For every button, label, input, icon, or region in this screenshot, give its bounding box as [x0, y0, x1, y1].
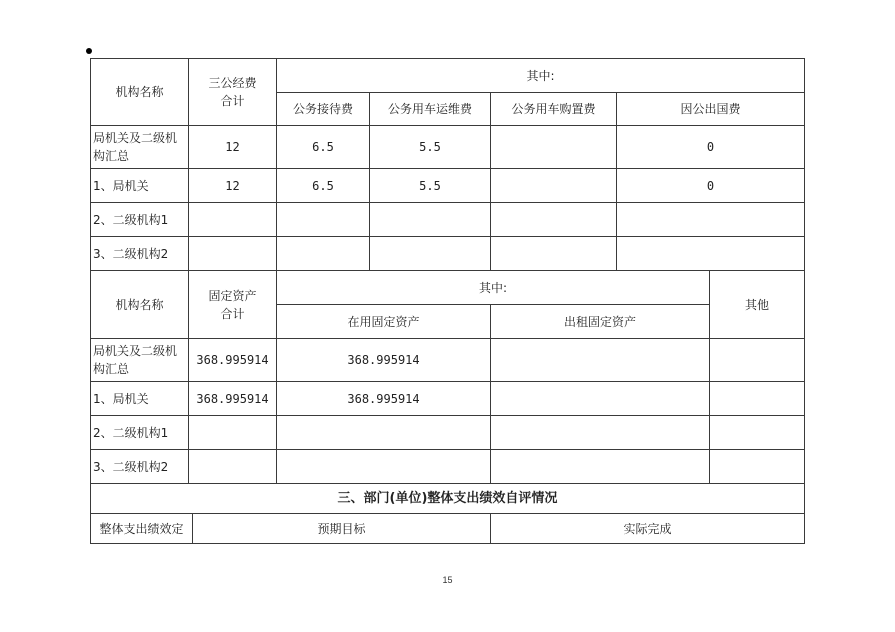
table-row-reception: 6.5: [276, 168, 370, 203]
header-breakdown: 其中:: [276, 58, 805, 93]
table-row-name: 2、二级机构1: [90, 415, 189, 450]
table-row-other: [709, 415, 805, 450]
table-row-name: 3、二级机构2: [90, 449, 189, 484]
header-overseas: 因公出国费: [616, 92, 805, 126]
table-row-reception: 6.5: [276, 125, 370, 169]
table-row-in-use: 368.995914: [276, 381, 491, 416]
table-row-vehicle-purchase: [490, 202, 617, 237]
table-row-leased: [490, 338, 710, 382]
col-performance: 整体支出绩效定: [90, 513, 193, 544]
table-row-in-use: 368.995914: [276, 338, 491, 382]
table-row-overseas: 0: [616, 168, 805, 203]
table-row-name: 1、局机关: [90, 381, 189, 416]
header-other: 其他: [709, 270, 805, 339]
table-row-total: [188, 202, 277, 237]
header-assets-in-use: 在用固定资产: [276, 304, 491, 339]
table-row-other: [709, 449, 805, 484]
table-row-total: 368.995914: [188, 338, 277, 382]
table-row-name: 局机关及二级机构汇总: [90, 125, 189, 169]
table-row-overseas: [616, 202, 805, 237]
header-assets-leased: 出租固定资产: [490, 304, 710, 339]
table-row-vehicle-ops: [369, 202, 491, 237]
table-row-total: [188, 449, 277, 484]
header-vehicle-purchase: 公务用车购置费: [490, 92, 617, 126]
table-row-other: [709, 381, 805, 416]
table-row-vehicle-purchase: [490, 168, 617, 203]
header-org-name: 机构名称: [90, 58, 189, 126]
table-row-other: [709, 338, 805, 382]
header-total: 三公经费 合计: [188, 58, 277, 126]
table-row-in-use: [276, 415, 491, 450]
header-breakdown: 其中:: [276, 270, 710, 305]
table-row-vehicle-purchase: [490, 236, 617, 271]
header-reception: 公务接待费: [276, 92, 370, 126]
col-actual-completion: 实际完成: [490, 513, 805, 544]
table-row-reception: [276, 236, 370, 271]
table-row-total: 12: [188, 125, 277, 169]
page-number: 15: [442, 575, 453, 585]
table-row-reception: [276, 202, 370, 237]
header-assets-total: 固定资产 合计: [188, 270, 277, 339]
table-row-total: [188, 415, 277, 450]
table-row-overseas: 0: [616, 125, 805, 169]
table-row-total: 368.995914: [188, 381, 277, 416]
table-row-overseas: [616, 236, 805, 271]
table-row-name: 2、二级机构1: [90, 202, 189, 237]
table-row-name: 1、局机关: [90, 168, 189, 203]
table-row-leased: [490, 415, 710, 450]
table-row-name: 局机关及二级机构汇总: [90, 338, 189, 382]
table-row-total: 12: [188, 168, 277, 203]
bullet-icon: [86, 48, 92, 54]
table-row-total: [188, 236, 277, 271]
table-row-leased: [490, 381, 710, 416]
table-row-vehicle-ops: [369, 236, 491, 271]
header-org-name: 机构名称: [90, 270, 189, 339]
table-row-vehicle-ops: 5.5: [369, 168, 491, 203]
table-row-vehicle-ops: 5.5: [369, 125, 491, 169]
header-vehicle-ops: 公务用车运维费: [369, 92, 491, 126]
table-row-leased: [490, 449, 710, 484]
section-title: 三、部门(单位)整体支出绩效自评情况: [90, 483, 805, 514]
col-expected-goal: 预期目标: [192, 513, 491, 544]
table-row-name: 3、二级机构2: [90, 236, 189, 271]
table-row-vehicle-purchase: [490, 125, 617, 169]
table-row-in-use: [276, 449, 491, 484]
